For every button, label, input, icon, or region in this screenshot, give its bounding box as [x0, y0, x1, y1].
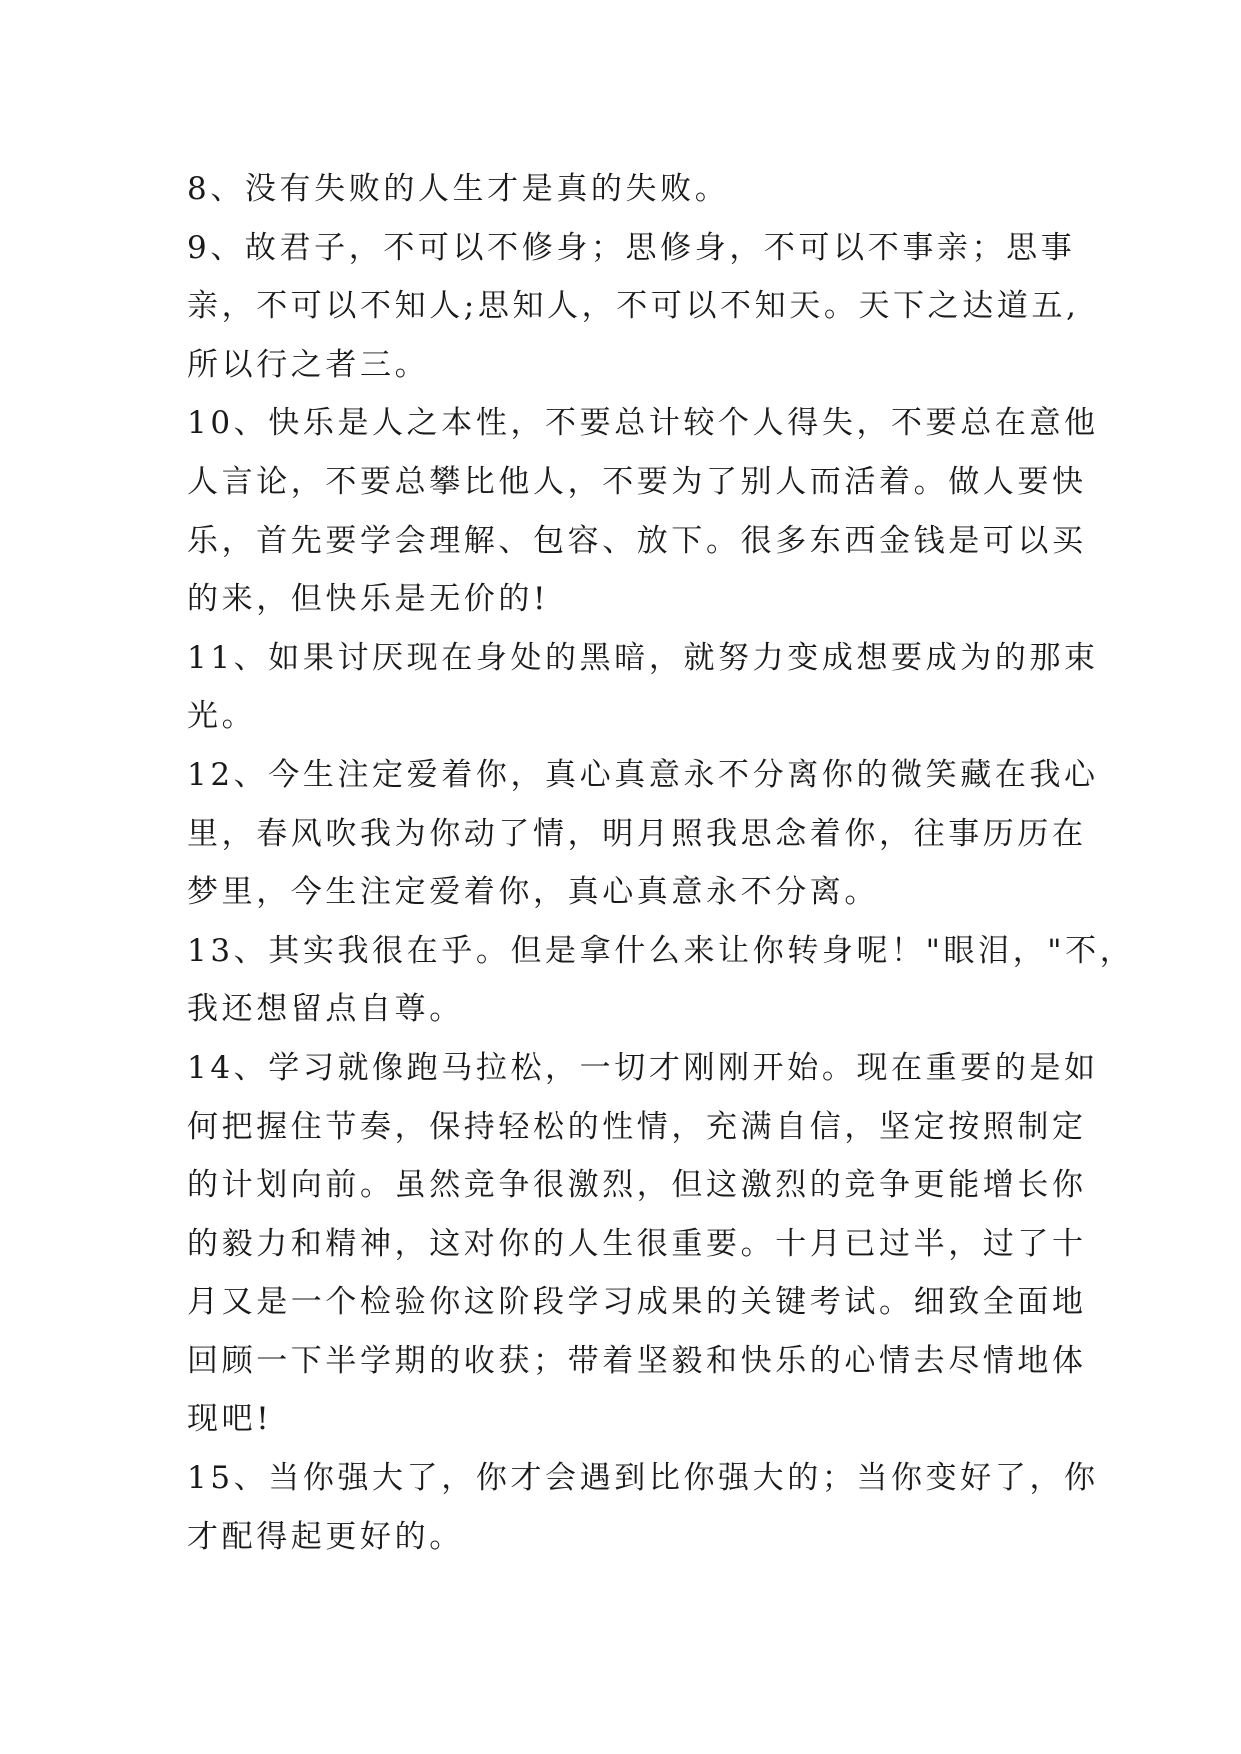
text-line: 乐，首先要学会理解、包容、放下。很多东西金钱是可以买 [187, 522, 1087, 559]
text-line: 13、其实我很在乎。但是拿什么来让你转身呢！"眼泪，"不， [187, 932, 1135, 969]
text-line: 才配得起更好的。 [187, 1518, 464, 1555]
text-line: 何把握住节奏，保持轻松的性情，充满自信，坚定按照制定 [187, 1108, 1087, 1145]
text-line: 我还想留点自尊。 [187, 991, 464, 1028]
text-line: 8、没有失败的人生才是真的失败。 [187, 171, 730, 207]
text-line: 9、故君子，不可以不修身；思修身，不可以不事亲；思事 [187, 229, 1076, 266]
text-line: 回顾一下半学期的收获；带着坚毅和快乐的心情去尽情地体 [187, 1342, 1087, 1379]
text-line: 14、学习就像跑马拉松，一切才刚刚开始。现在重要的是如 [187, 1049, 1099, 1086]
text-line: 12、今生注定爱着你，真心真意永不分离你的微笑藏在我心 [187, 756, 1099, 793]
text-line: 10、快乐是人之本性，不要总计较个人得失，不要总在意他 [187, 405, 1099, 442]
text-line: 梦里，今生注定爱着你，真心真意永不分离。 [187, 874, 879, 911]
text-line: 人言论，不要总攀比他人，不要为了别人而活着。做人要快 [187, 463, 1087, 500]
text-line: 15、当你强大了，你才会遇到比你强大的；当你变好了，你 [187, 1460, 1099, 1497]
text-line: 所以行之者三。 [187, 346, 430, 383]
text-line: 现吧! [187, 1401, 273, 1438]
document-body [187, 160, 1135, 1566]
text-line: 的计划向前。虽然竞争很激烈，但这激烈的竞争更能增长你 [187, 1167, 1087, 1204]
text-line: 里，春风吹我为你动了情，明月照我思念着你，往事历历在 [187, 815, 1087, 852]
text-line: 的来，但快乐是无价的! [187, 581, 550, 618]
text-line: 月又是一个检验你这阶段学习成果的关键考试。细致全面地 [187, 1284, 1087, 1321]
text-line: 亲，不可以不知人;思知人，不可以不知天。天下之达道五, [187, 288, 1080, 325]
text-line: 光。 [187, 698, 257, 735]
text-line: 11、如果讨厌现在身处的黑暗，就努力变成想要成为的那束 [187, 639, 1099, 676]
text-line: 的毅力和精神，这对你的人生很重要。十月已过半，过了十 [187, 1225, 1087, 1262]
